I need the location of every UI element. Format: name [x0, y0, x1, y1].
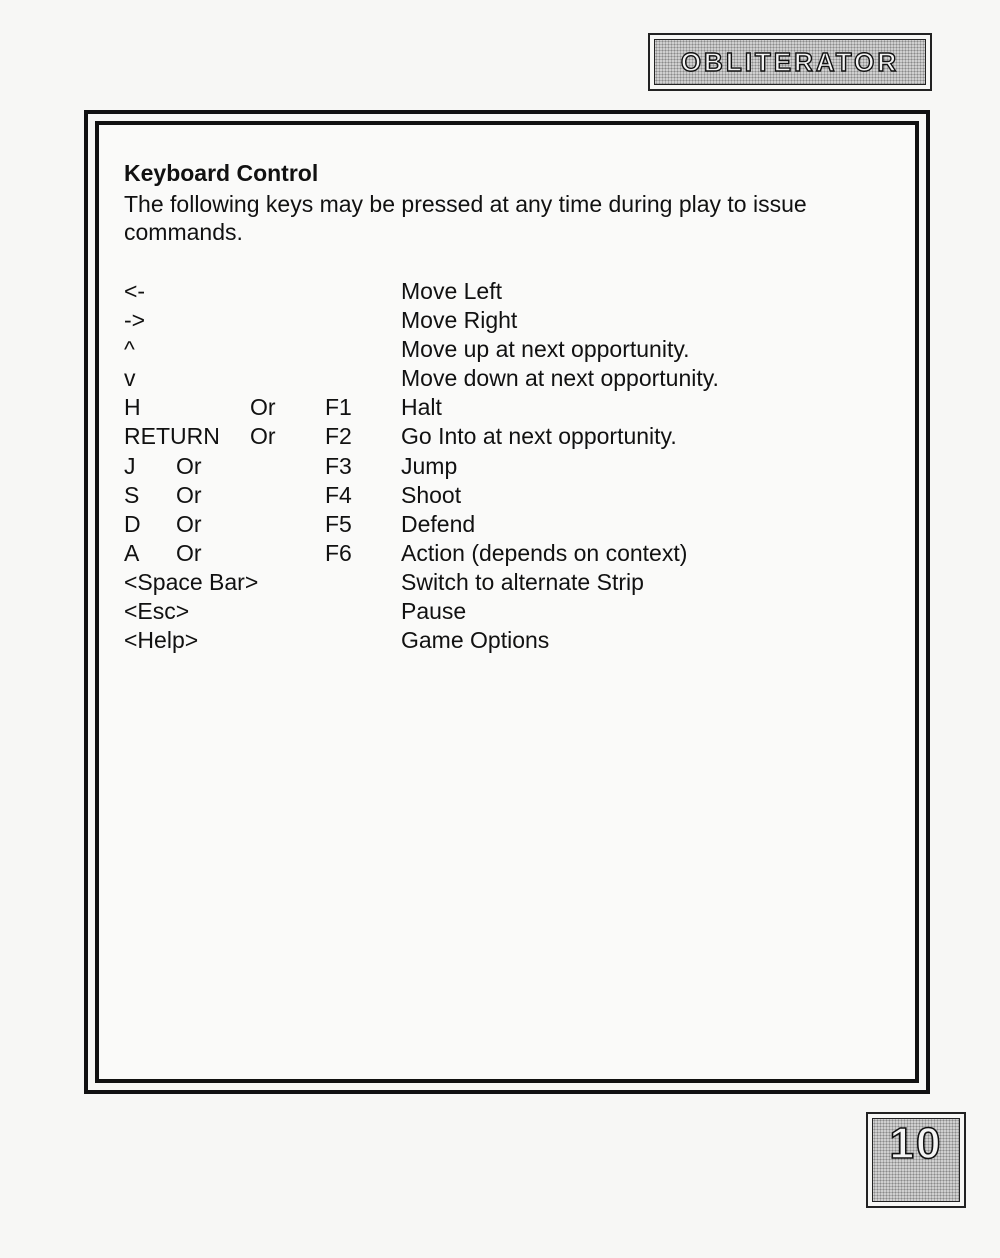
key-row — [124, 306, 884, 335]
key-row — [124, 335, 884, 364]
intro-paragraph: The following keys may be pressed at any time during play to issue commands. — [124, 191, 807, 245]
key-label: ^ — [124, 336, 135, 363]
key-label: <Space Bar> — [124, 568, 259, 595]
function-key-label: F4 — [325, 481, 352, 508]
key-row — [124, 481, 884, 510]
action-label: Move up at next opportunity. — [401, 336, 690, 363]
function-key-label: F5 — [325, 510, 352, 537]
key-label: H — [124, 394, 141, 421]
action-label: Switch to alternate Strip — [401, 568, 644, 595]
function-key-label: F1 — [325, 394, 352, 421]
or-label: Or — [176, 481, 202, 508]
or-label: Or — [176, 539, 202, 566]
action-label: Go Into at next opportunity. — [401, 423, 677, 450]
key-row — [124, 452, 884, 481]
key-row — [124, 539, 884, 568]
function-key-label: F2 — [325, 423, 352, 450]
key-label: RETURN — [124, 423, 220, 450]
action-label: Defend — [401, 510, 476, 537]
key-row — [124, 364, 884, 393]
action-label: Halt — [401, 394, 442, 421]
page-number-badge — [866, 1112, 966, 1208]
key-label: S — [124, 481, 140, 508]
action-label: Move Right — [401, 307, 518, 334]
key-row — [124, 568, 884, 597]
or-label: Or — [176, 510, 202, 537]
key-label: <Esc> — [124, 598, 190, 625]
action-label: Game Options — [401, 627, 550, 654]
function-key-label: F6 — [325, 539, 352, 566]
key-label: <Help> — [124, 627, 199, 654]
key-label: A — [124, 539, 140, 566]
title-badge-panel — [654, 39, 926, 85]
title-badge — [648, 33, 932, 91]
action-label: Shoot — [401, 481, 462, 508]
action-label: Move Left — [401, 278, 502, 304]
key-label: <- — [124, 278, 146, 304]
key-row — [124, 393, 884, 422]
key-label: J — [124, 452, 136, 479]
content-panel — [95, 121, 919, 1083]
action-label: Action (depends on context) — [401, 539, 688, 566]
page-number-panel — [872, 1118, 960, 1202]
section-heading: Keyboard Control — [124, 160, 319, 186]
or-label: Or — [250, 394, 276, 421]
key-row — [124, 597, 884, 626]
page-title: OBLITERATOR — [680, 46, 900, 77]
function-key-label: F3 — [325, 452, 352, 479]
or-label: Or — [176, 452, 202, 479]
action-label: Move down at next opportunity. — [401, 365, 719, 392]
page-number: 10 — [889, 1119, 943, 1168]
key-label: v — [124, 365, 136, 392]
action-label: Pause — [401, 598, 467, 625]
key-row — [124, 422, 884, 451]
key-label: D — [124, 510, 141, 537]
key-row — [124, 510, 884, 539]
action-label: Jump — [401, 452, 458, 479]
key-command-table — [124, 277, 884, 655]
key-row — [124, 277, 884, 306]
content-frame — [84, 110, 930, 1094]
or-label: Or — [250, 423, 276, 450]
key-label: -> — [124, 307, 146, 334]
key-row — [124, 626, 884, 655]
